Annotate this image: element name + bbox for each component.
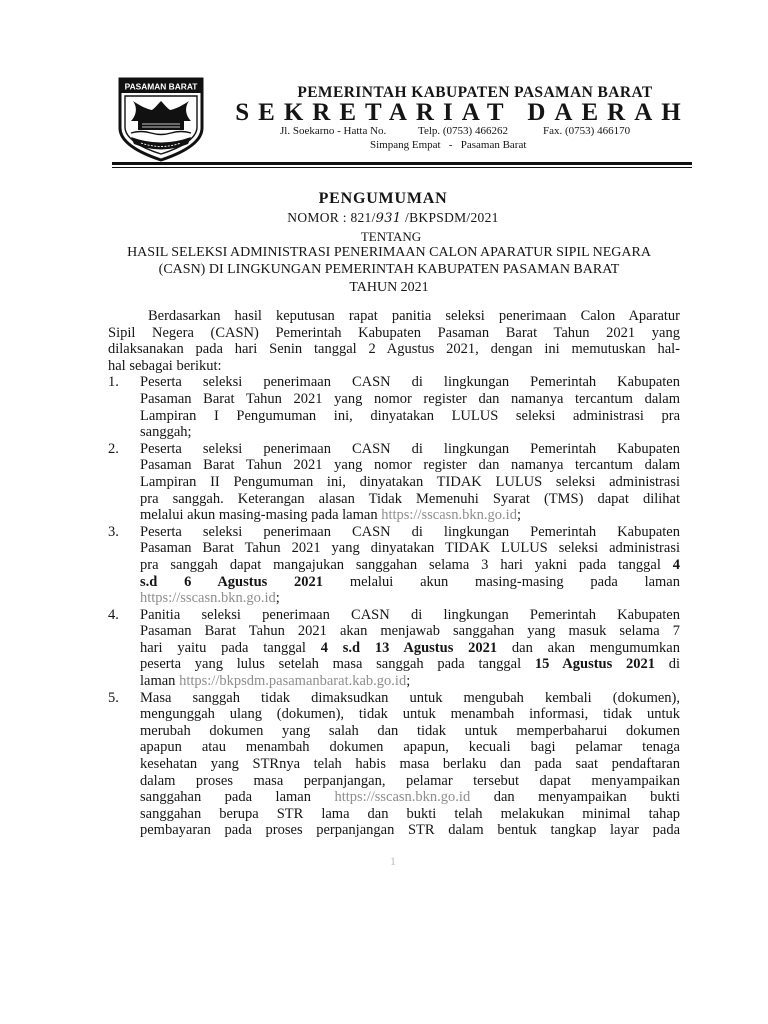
body-line	[140, 656, 680, 673]
body-line	[140, 673, 680, 690]
list-number: 1.	[108, 374, 119, 391]
text-run: Lampiran II Pengumuman ini, dinyatakan TIDAK LULUS seleksi administrasi	[140, 473, 680, 490]
decision-list	[108, 374, 680, 839]
text-run: ;	[516, 507, 521, 524]
number-handwritten: 931	[375, 211, 402, 226]
text-run: kesehatan yang STRnya telah habis masa berlaku dan pada saat pendaftaran	[140, 756, 680, 773]
text-run: sanggahan pada laman	[140, 789, 335, 806]
body-line	[140, 474, 680, 491]
text-run: merubah dokumen yang salah dan tidak untuk memperbaharui dokumen	[140, 722, 680, 739]
text-run: ;	[275, 590, 280, 607]
list-item	[108, 374, 680, 440]
body-line	[140, 457, 680, 474]
text-run: laman	[140, 673, 180, 690]
body-line	[108, 325, 680, 342]
text-run: Peserta seleksi penerimaan CASN di lingkungan Pemerintah Kabupaten	[140, 374, 680, 391]
text-run: ;	[406, 673, 411, 690]
text-run: dan menyampaikan bukti	[470, 789, 680, 806]
body-line	[140, 391, 680, 408]
text-run: hari yaitu pada tanggal	[140, 639, 321, 656]
body-line	[140, 690, 680, 707]
text-run: Pasaman Barat Tahun 2021 yang dinyatakan TIDAK LULUS seleksi administrasi	[140, 540, 680, 557]
url-link[interactable]: https://sscasn.bkn.go.id	[334, 789, 471, 806]
url-link[interactable]: https://sscasn.bkn.go.id	[381, 507, 517, 524]
text-run: dan akan mengumumkan	[497, 639, 680, 656]
list-item	[108, 524, 680, 607]
page-number: 1	[390, 854, 396, 868]
body-line	[140, 524, 680, 541]
letterhead-divider-thin	[112, 167, 692, 168]
list-item	[108, 607, 680, 690]
text-run: melalui akun masing-masing pada laman	[140, 507, 382, 524]
body-line	[108, 358, 680, 375]
list-item	[108, 441, 680, 524]
announcement-subject-line: TAHUN 2021	[349, 280, 429, 295]
pasaman-barat-emblem-icon	[117, 76, 205, 162]
text-run: dilaksanakan pada hari Senin tanggal 2 Agustus 2021, dengan ini memutuskan hal-	[108, 341, 680, 358]
intro-paragraph	[108, 308, 680, 374]
letterhead-divider-thick	[112, 162, 692, 165]
body-line	[140, 806, 680, 823]
body-line	[140, 491, 680, 508]
body-line	[140, 822, 680, 839]
announcement-number	[10, 209, 768, 228]
announcement-subject-line: (CASN) DI LINGKUNGAN PEMERINTAH KABUPATEN PASAMAN BARAT	[158, 262, 620, 277]
emphasis-text: 4	[672, 556, 680, 573]
list-number: 4.	[108, 606, 119, 623]
office-fax: Fax. (0753) 466170	[543, 125, 631, 137]
text-run: Sipil Negera (CASN) Pemerintah Kabupaten Pasaman Barat Tahun 2021 yang	[108, 324, 680, 341]
number-prefix: NOMOR : 821/	[287, 210, 376, 225]
body-line	[140, 739, 680, 756]
body-line	[140, 507, 680, 524]
office-phone: Telp. (0753) 466262	[418, 125, 508, 137]
url-link[interactable]: https://bkpsdm.pasamanbarat.kab.go.id	[179, 673, 407, 690]
announcement-subject-line: HASIL SELEKSI ADMINISTRASI PENERIMAAN CALON APARATUR SIPIL NEGARA	[127, 245, 651, 260]
text-run: dalam proses masa perpanjangan, pelamar tersebut dapat menyampaikan	[140, 772, 680, 789]
announcement-about: TENTANG	[360, 229, 422, 244]
body-line	[140, 623, 680, 640]
office-address: Jl. Soekarno - Hatta No.	[280, 125, 387, 137]
list-item	[108, 690, 680, 839]
office-name: SEKRETARIAT DAERAH	[235, 99, 690, 126]
body-line	[140, 706, 680, 723]
url-link[interactable]: https://sscasn.bkn.go.id	[140, 590, 276, 607]
emphasis-text: 4 s.d 13 Agustus 2021	[320, 639, 498, 656]
list-item-text	[140, 524, 680, 607]
text-run: apapun atau menambah dokumen apapun, kecuali bagi pelamar tenaga	[140, 739, 680, 756]
text-run: Berdasarkan hasil keputusan rapat panitia seleksi penerimaan Calon Aparatur	[148, 308, 680, 324]
text-run: Panitia seleksi penerimaan CASN di lingkungan Pemerintah Kabupaten	[140, 606, 680, 623]
text-run: melalui akun masing-masing pada laman	[323, 573, 680, 590]
list-number: 5.	[108, 689, 119, 706]
body-line	[140, 408, 680, 425]
text-run: Peserta seleksi penerimaan CASN di lingkungan Pemerintah Kabupaten	[140, 523, 680, 540]
text-run: peserta yang lulus setelah masa sanggah pada tanggal	[140, 656, 535, 673]
text-run: Pasaman Barat Tahun 2021 yang nomor register dan namanya tercantum dalam	[140, 390, 680, 407]
body-line	[140, 424, 680, 441]
list-number: 2.	[108, 440, 119, 457]
text-run: Lampiran I Pengumuman ini, dinyatakan LULUS seleksi administrasi pra	[140, 407, 680, 424]
body-line	[140, 640, 680, 657]
body-line	[140, 540, 680, 557]
body-line	[140, 756, 680, 773]
emphasis-text: 15 Agustus 2021	[534, 656, 655, 673]
body-line	[108, 308, 680, 325]
text-run: sanggahan berupa STR lama dan bukti telah melakukan minimal tahap	[140, 805, 680, 822]
list-item-text	[140, 607, 680, 690]
body-line	[140, 374, 680, 391]
emphasis-text: s.d 6 Agustus 2021	[140, 573, 324, 590]
text-run: pra sanggah. Keterangan alasan Tidak Memenuhi Syarat (TMS) dapat dilihat	[140, 490, 680, 507]
text-run: pembayaran pada proses perpanjangan STR dalam bentuk tangkap layar pada	[140, 822, 680, 839]
body-line	[140, 590, 680, 607]
number-suffix: /BKPSDM/2021	[401, 210, 499, 225]
text-run: pra sanggah dapat mangajukan sanggahan selama 3 hari yakni pada tanggal	[140, 556, 673, 573]
body-line	[140, 607, 680, 624]
text-run: di	[655, 656, 681, 673]
text-run: sanggah;	[140, 424, 192, 441]
announcement-body	[108, 308, 680, 839]
announcement-heading: PENGUMUMAN	[318, 190, 448, 207]
body-line	[140, 574, 680, 591]
office-location: Simpang Empat - Pasaman Barat	[370, 139, 527, 151]
list-item-text	[140, 441, 680, 524]
text-run: mengunggah ulang (dokumen), tidak untuk menambah informasi, tidak untuk	[140, 706, 680, 723]
body-line	[140, 723, 680, 740]
text-run: Pasaman Barat Tahun 2021 akan menjawab sanggahan yang masuk selama 7	[140, 623, 680, 640]
government-name: PEMERINTAH KABUPATEN PASAMAN BARAT	[297, 84, 653, 101]
text-run: Pasaman Barat Tahun 2021 yang nomor register dan namanya tercantum dalam	[140, 457, 680, 474]
body-line	[140, 441, 680, 458]
text-run: hal sebagai berikut:	[108, 357, 222, 374]
list-item-text	[140, 374, 680, 440]
text-run: Peserta seleksi penerimaan CASN di lingkungan Pemerintah Kabupaten	[140, 440, 680, 457]
body-line	[140, 557, 680, 574]
emblem-label: PASAMAN BARAT	[124, 81, 198, 92]
list-item-text	[140, 690, 680, 839]
text-run: Masa sanggah tidak dimaksudkan untuk mengubah kembali (dokumen),	[140, 689, 680, 706]
body-line	[140, 789, 680, 806]
list-number: 3.	[108, 523, 119, 540]
body-line	[108, 341, 680, 358]
body-line	[140, 773, 680, 790]
